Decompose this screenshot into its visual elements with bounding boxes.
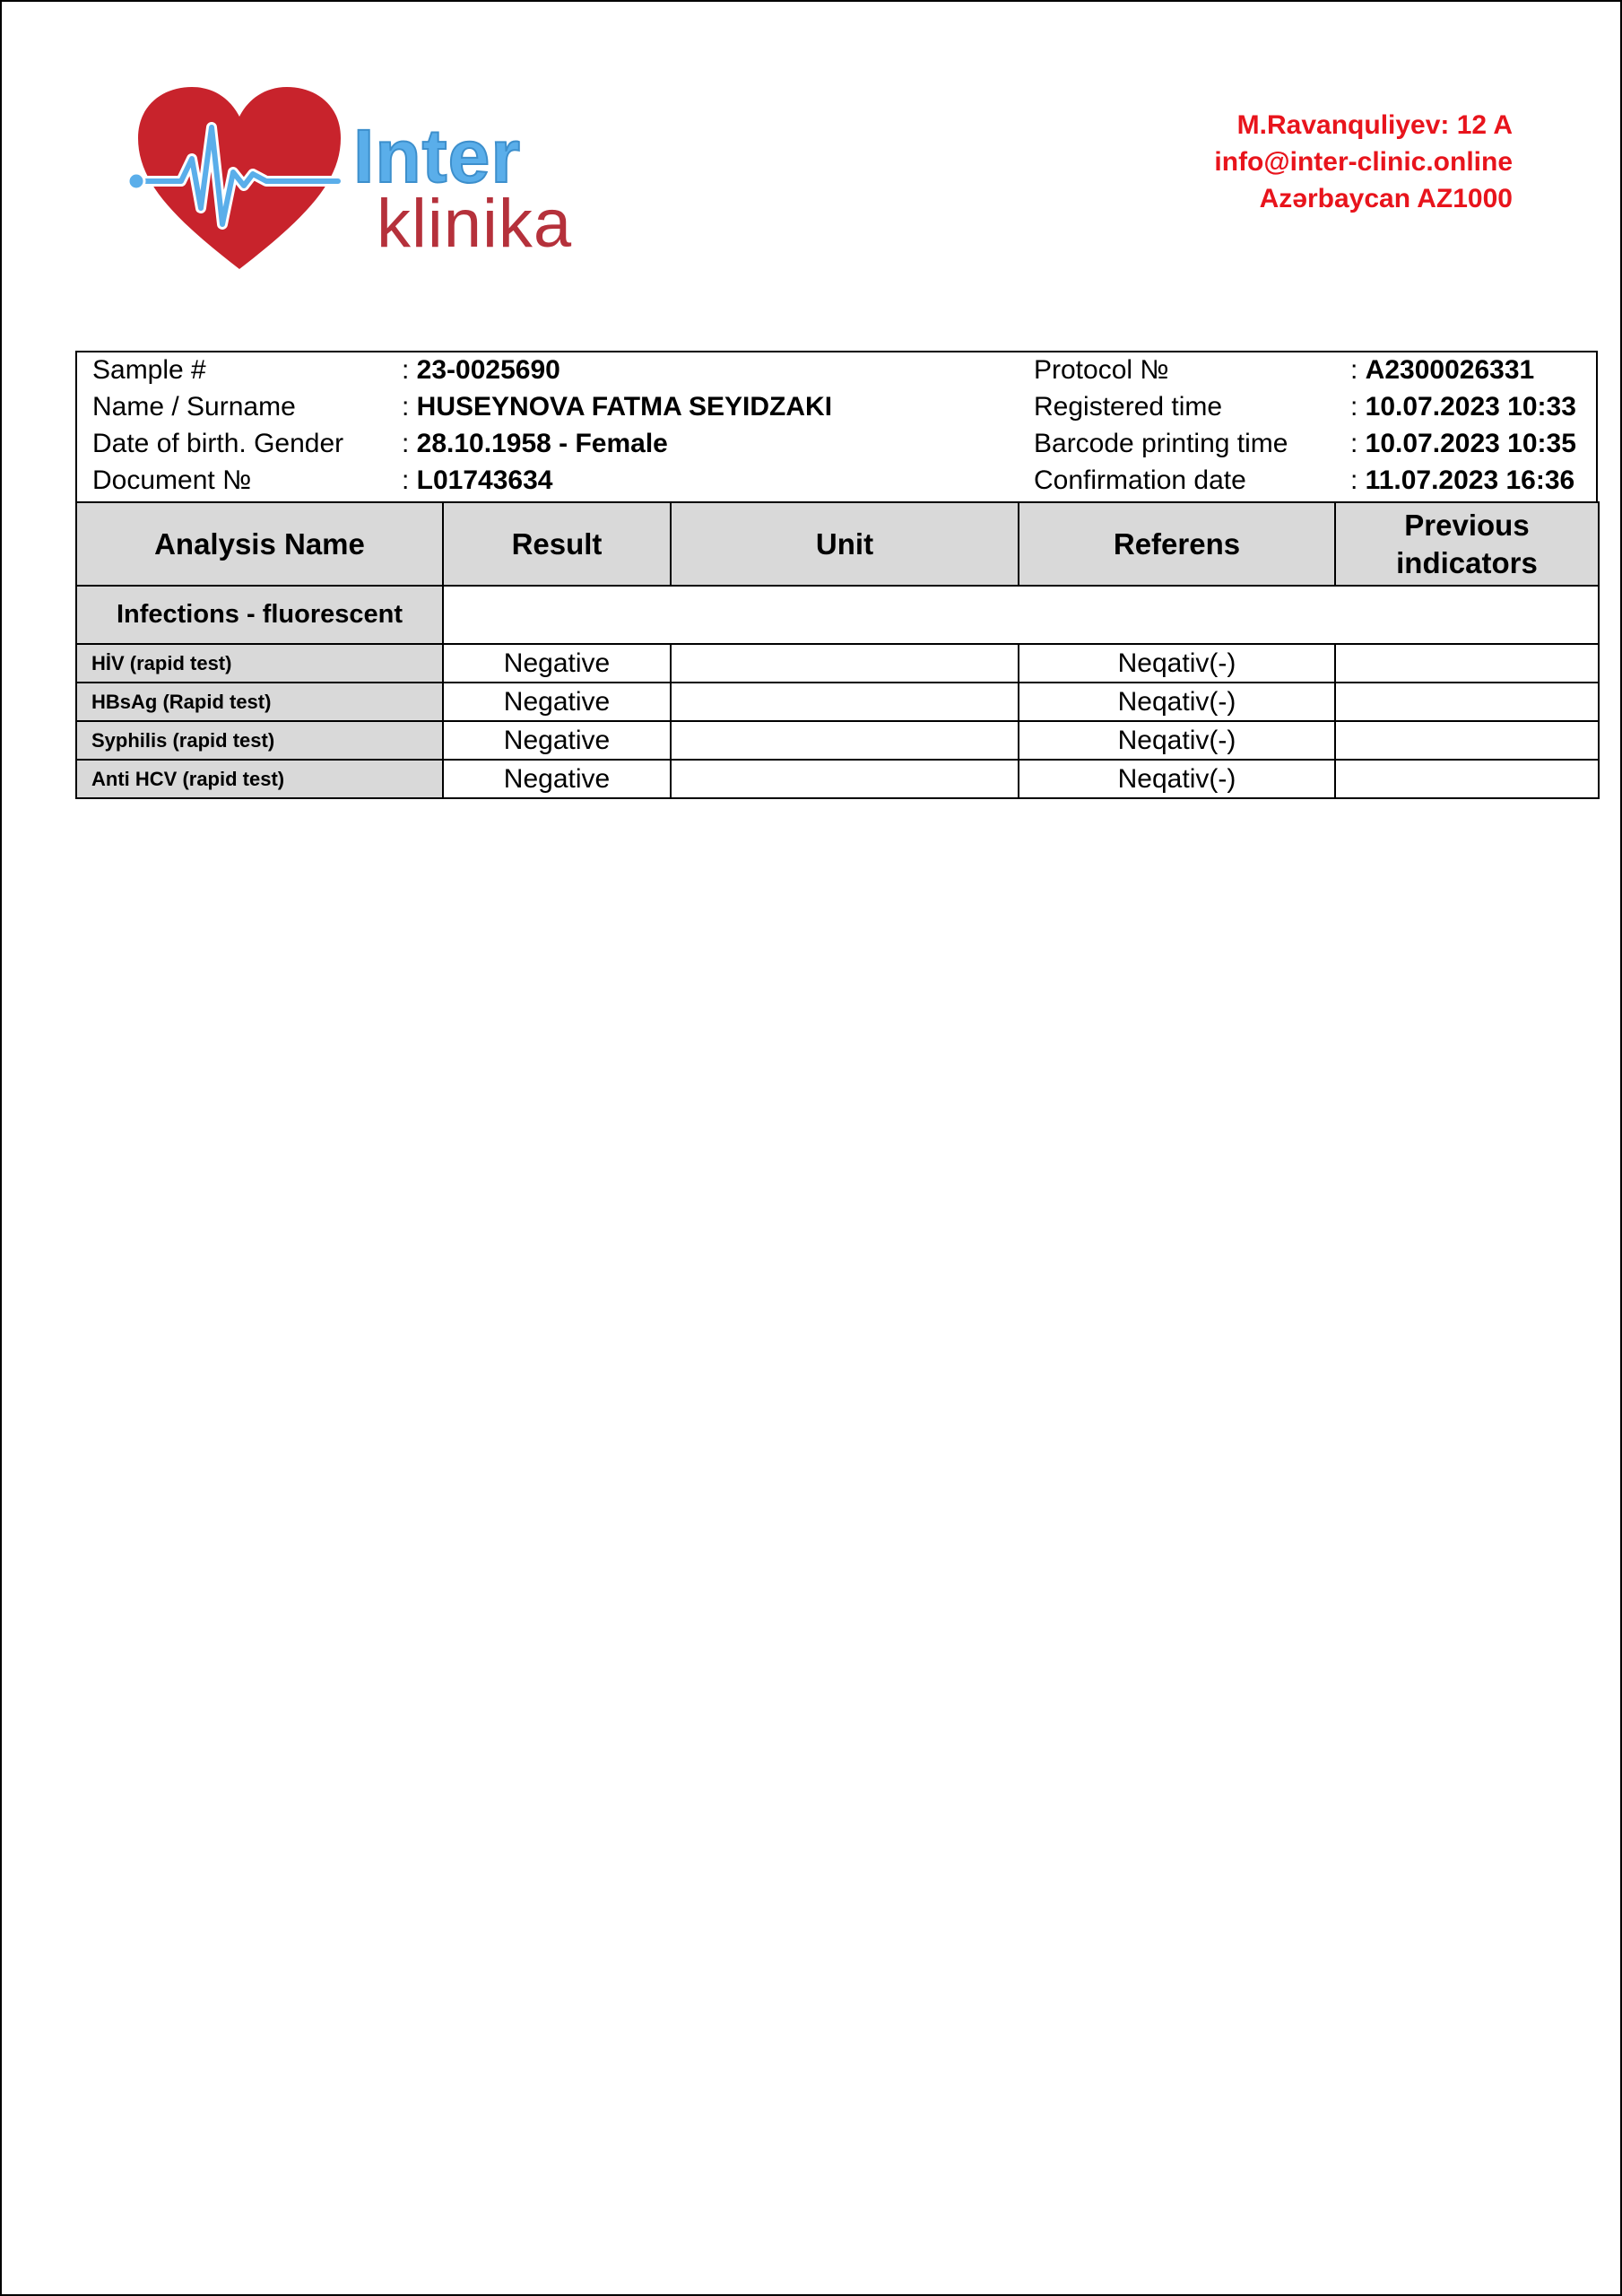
confirmation-label: Confirmation date <box>1034 465 1246 495</box>
dob-value: : 28.10.1958 - Female <box>402 429 668 458</box>
section-row <box>76 586 1599 644</box>
clinic-logo <box>118 74 585 280</box>
unit-cell <box>671 760 1019 798</box>
clinic-address <box>1214 107 1513 217</box>
table-row <box>76 644 1599 683</box>
table-row <box>76 760 1599 798</box>
referens-cell: Neqativ(-) <box>1019 721 1335 760</box>
patient-info-box <box>75 351 1598 501</box>
unit-cell <box>671 683 1019 721</box>
protocol-value: : A2300026331 <box>1350 355 1535 385</box>
result-cell: Negative <box>443 683 671 721</box>
info-row-4 <box>77 463 1596 499</box>
address-line-email: info@inter-clinic.online <box>1214 147 1513 177</box>
barcode-label: Barcode printing time <box>1034 429 1288 458</box>
name-value: : HUSEYNOVA FATMA SEYIDZAKI <box>402 392 833 422</box>
referens-cell: Neqativ(-) <box>1019 683 1335 721</box>
analysis-name-cell: Syphilis (rapid test) <box>76 721 443 760</box>
protocol-label: Protocol № <box>1034 355 1169 385</box>
result-cell: Negative <box>443 721 671 760</box>
dob-label: Date of birth. Gender <box>92 429 344 458</box>
unit-cell <box>671 644 1019 683</box>
logo-text-klinika: klinika <box>377 186 573 262</box>
info-row-1 <box>77 352 1596 388</box>
barcode-value: : 10.07.2023 10:35 <box>1350 429 1576 458</box>
section-title: Infections - fluorescent <box>76 586 443 644</box>
previous-cell <box>1335 683 1599 721</box>
address-line-street: M.Ravanquliyev: 12 A <box>1236 110 1513 140</box>
info-row-3 <box>77 426 1596 462</box>
result-cell: Negative <box>443 760 671 798</box>
header-previous-indicators: Previous indicators <box>1335 502 1599 586</box>
result-cell: Negative <box>443 644 671 683</box>
header-analysis-name: Analysis Name <box>76 502 443 586</box>
heart-pulse-icon <box>118 74 360 280</box>
analysis-name-cell: HBsAg (Rapid test) <box>76 683 443 721</box>
sample-label: Sample # <box>92 355 206 385</box>
analysis-name-cell: Anti HCV (rapid test) <box>76 760 443 798</box>
analysis-name-cell: HİV (rapid test) <box>76 644 443 683</box>
logo-text-inter: Inter <box>353 114 522 198</box>
previous-cell <box>1335 644 1599 683</box>
address-line-country: Azərbaycan AZ1000 <box>1259 184 1513 213</box>
name-label: Name / Surname <box>92 392 296 422</box>
unit-cell <box>671 721 1019 760</box>
results-table <box>75 501 1600 799</box>
referens-cell: Neqativ(-) <box>1019 644 1335 683</box>
table-row <box>76 683 1599 721</box>
registered-value: : 10.07.2023 10:33 <box>1350 392 1576 422</box>
registered-label: Registered time <box>1034 392 1223 422</box>
header-unit: Unit <box>671 502 1019 586</box>
document-label: Document № <box>92 465 252 495</box>
previous-cell <box>1335 760 1599 798</box>
info-row-2 <box>77 389 1596 425</box>
previous-cell <box>1335 721 1599 760</box>
document-value: : L01743634 <box>402 465 553 495</box>
referens-cell: Neqativ(-) <box>1019 760 1335 798</box>
table-header-row <box>76 502 1599 586</box>
header-referens: Referens <box>1019 502 1335 586</box>
confirmation-value: : 11.07.2023 16:36 <box>1350 465 1575 495</box>
sample-value: : 23-0025690 <box>402 355 560 385</box>
table-row <box>76 721 1599 760</box>
header-result: Result <box>443 502 671 586</box>
section-empty-cell <box>443 586 1599 644</box>
